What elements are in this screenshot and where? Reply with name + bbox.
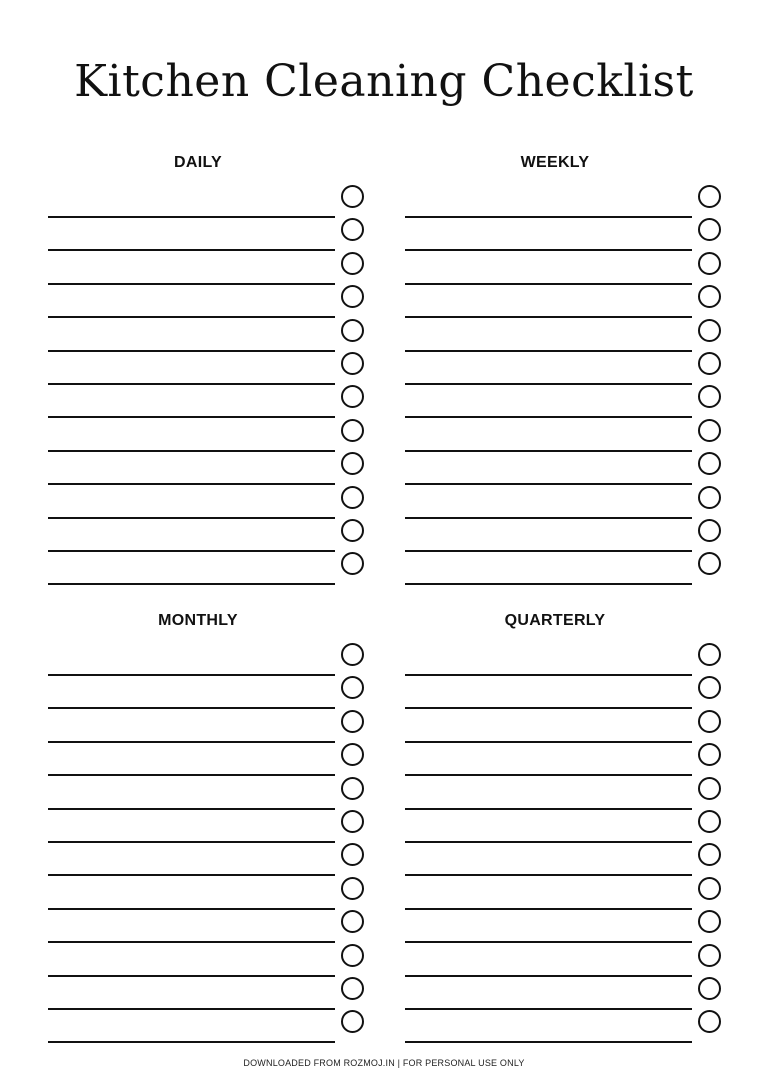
checkbox-circle[interactable] — [698, 843, 721, 866]
checklist-row — [48, 352, 378, 385]
checkbox-circle[interactable] — [341, 710, 364, 733]
checkbox-circle[interactable] — [698, 944, 721, 967]
checkbox-circle[interactable] — [341, 843, 364, 866]
checklist-row — [48, 385, 378, 418]
checkbox-circle[interactable] — [698, 218, 721, 241]
checkbox-circle[interactable] — [698, 185, 721, 208]
checklist-row — [48, 810, 378, 843]
checklist-row — [405, 810, 735, 843]
checklist-row — [48, 252, 378, 285]
checklist-row — [405, 185, 735, 218]
checkbox-circle[interactable] — [341, 643, 364, 666]
checkbox-circle[interactable] — [698, 877, 721, 900]
checkbox-circle[interactable] — [698, 777, 721, 800]
checklist-row — [48, 519, 378, 552]
checklist-row — [48, 218, 378, 251]
write-line[interactable] — [48, 583, 335, 585]
checkbox-circle[interactable] — [698, 977, 721, 1000]
checkbox-circle[interactable] — [698, 910, 721, 933]
checklist-row — [405, 1010, 735, 1043]
checkbox-circle[interactable] — [698, 419, 721, 442]
checkbox-circle[interactable] — [341, 185, 364, 208]
checkbox-circle[interactable] — [698, 552, 721, 575]
checkbox-circle[interactable] — [698, 1010, 721, 1033]
checklist-row — [405, 843, 735, 876]
checklist-row — [405, 777, 735, 810]
checklist-row — [48, 743, 378, 776]
section-title-weekly: WEEKLY — [520, 154, 590, 171]
checklist-row — [48, 977, 378, 1010]
checkbox-circle[interactable] — [341, 1010, 364, 1033]
checkbox-circle[interactable] — [341, 252, 364, 275]
checklist-row — [405, 285, 735, 318]
write-line[interactable] — [48, 1041, 335, 1043]
checklist-row — [48, 910, 378, 943]
checkbox-circle[interactable] — [341, 419, 364, 442]
checklist-row — [48, 486, 378, 519]
checkbox-circle[interactable] — [698, 810, 721, 833]
section-title-daily: DAILY — [173, 154, 223, 171]
checklist-row — [405, 552, 735, 585]
checkbox-circle[interactable] — [341, 944, 364, 967]
checklist-row — [405, 877, 735, 910]
checklist-row — [48, 185, 378, 218]
checklist-row — [405, 352, 735, 385]
checklist-row — [405, 385, 735, 418]
checklist-row — [48, 877, 378, 910]
write-line[interactable] — [405, 583, 692, 585]
checkbox-circle[interactable] — [341, 977, 364, 1000]
checklist-row — [405, 977, 735, 1010]
checkbox-circle[interactable] — [341, 552, 364, 575]
checkbox-circle[interactable] — [341, 352, 364, 375]
checkbox-circle[interactable] — [341, 385, 364, 408]
checklist-row — [405, 452, 735, 485]
checklist-row — [405, 486, 735, 519]
checkbox-circle[interactable] — [341, 319, 364, 342]
checkbox-circle[interactable] — [698, 486, 721, 509]
checkbox-circle[interactable] — [698, 710, 721, 733]
checklist-row — [48, 944, 378, 977]
page-title: Kitchen Cleaning Checklist — [74, 56, 694, 107]
checkbox-circle[interactable] — [341, 519, 364, 542]
checklist-row — [405, 743, 735, 776]
checkbox-circle[interactable] — [341, 877, 364, 900]
checkbox-circle[interactable] — [698, 676, 721, 699]
section-title-quarterly: QUARTERLY — [504, 612, 606, 629]
checkbox-circle[interactable] — [341, 486, 364, 509]
checklist-row — [405, 252, 735, 285]
checklist-row — [48, 710, 378, 743]
checklist-row — [48, 777, 378, 810]
checklist-row — [48, 552, 378, 585]
checklist-row — [405, 519, 735, 552]
checklist-row — [48, 285, 378, 318]
checklist-row — [405, 710, 735, 743]
checklist-row — [48, 843, 378, 876]
checkbox-circle[interactable] — [341, 452, 364, 475]
checkbox-circle[interactable] — [698, 643, 721, 666]
checkbox-circle[interactable] — [698, 352, 721, 375]
checklist-row — [48, 1010, 378, 1043]
checklist-row — [405, 643, 735, 676]
checklist-row — [405, 944, 735, 977]
checklist-row — [405, 910, 735, 943]
checkbox-circle[interactable] — [341, 676, 364, 699]
checkbox-circle[interactable] — [698, 319, 721, 342]
checklist-row — [48, 676, 378, 709]
checklist-row — [48, 319, 378, 352]
footer-note: DOWNLOADED FROM ROZMOJ.IN | FOR PERSONAL USE ONLY — [243, 1058, 525, 1068]
checkbox-circle[interactable] — [698, 385, 721, 408]
checklist-row — [405, 319, 735, 352]
checkbox-circle[interactable] — [698, 519, 721, 542]
checklist-row — [405, 419, 735, 452]
checklist-row — [48, 643, 378, 676]
checklist-row — [405, 676, 735, 709]
checkbox-circle[interactable] — [341, 910, 364, 933]
checklist-row — [48, 419, 378, 452]
write-line[interactable] — [405, 1041, 692, 1043]
checkbox-circle[interactable] — [698, 252, 721, 275]
checklist-row — [48, 452, 378, 485]
checkbox-circle[interactable] — [341, 777, 364, 800]
checkbox-circle[interactable] — [698, 452, 721, 475]
checklist-row — [405, 218, 735, 251]
checkbox-circle[interactable] — [341, 810, 364, 833]
checkbox-circle[interactable] — [341, 285, 364, 308]
section-title-monthly: MONTHLY — [158, 612, 238, 629]
checkbox-circle[interactable] — [341, 743, 364, 766]
checkbox-circle[interactable] — [698, 743, 721, 766]
checkbox-circle[interactable] — [698, 285, 721, 308]
checkbox-circle[interactable] — [341, 218, 364, 241]
